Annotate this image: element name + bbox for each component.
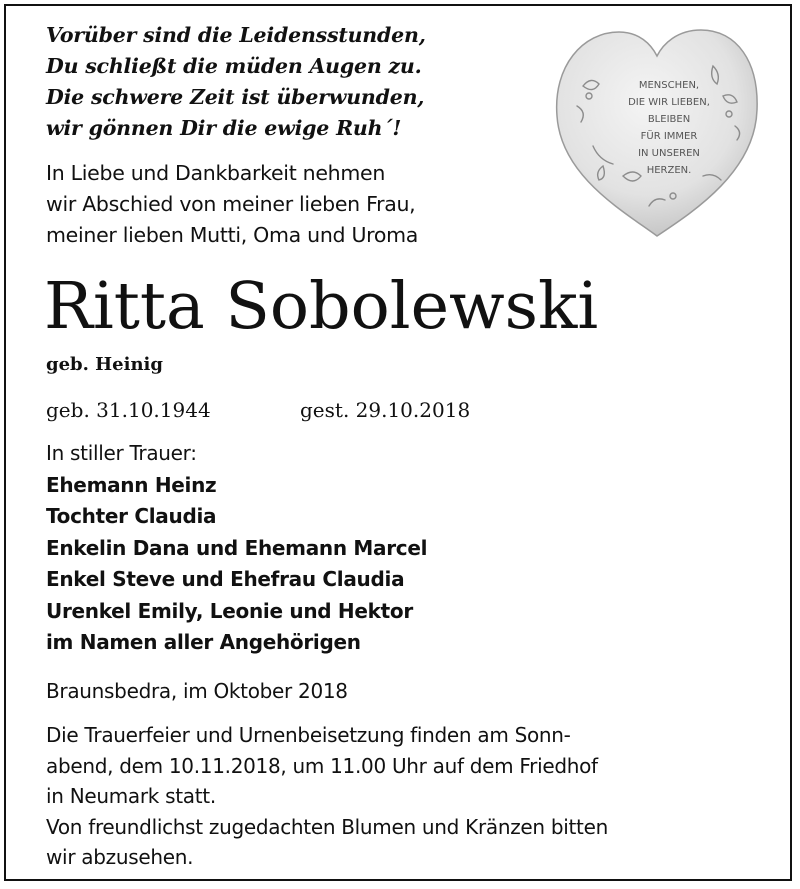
mourners-lead: In stiller Trauer: <box>46 441 197 465</box>
deceased-name: Ritta Sobolewski <box>44 269 599 344</box>
notice-line: wir abzusehen. <box>46 845 194 869</box>
mourner-name: Enkel Steve und Ehefrau Claudia <box>46 567 405 591</box>
poem-line: Du schließt die müden Augen zu. <box>46 54 422 78</box>
death-date: gest. 29.10.2018 <box>300 398 471 422</box>
mourner-name: Urenkel Emily, Leonie und Hektor <box>46 598 413 623</box>
poem-line: Vorüber sind die Leidensstunden, <box>46 23 426 47</box>
intro-line: wir Abschied von meiner lieben Frau, <box>46 192 416 216</box>
mourner-name: Tochter Claudia <box>46 504 217 528</box>
intro-line: meiner lieben Mutti, Oma und Uroma <box>46 223 419 247</box>
funeral-notice <box>46 720 766 873</box>
intro-line: In Liebe und Dankbarkeit nehmen <box>46 161 386 185</box>
poem-line: Die schwere Zeit ist überwunden, <box>46 85 425 109</box>
birth-date: geb. 31.10.1944 <box>46 398 211 422</box>
stone-inscription-line: DIE WIR LIEBEN, <box>628 97 710 108</box>
intro-text <box>46 158 536 251</box>
mourners-list <box>46 438 566 659</box>
heart-stone-image <box>553 26 761 241</box>
notice-line: in Neumark statt. <box>46 784 216 808</box>
stone-inscription-line: BLEIBEN <box>647 114 691 125</box>
stone-inscription-line: HERZEN. <box>646 165 692 176</box>
mourner-name: Ehemann Heinz <box>46 472 217 497</box>
notice-line: Von freundlichst zugedachten Blumen und Kränzen bitten <box>46 814 608 839</box>
mourner-name: im Namen aller Angehörigen <box>46 630 361 654</box>
mourner-name: Enkelin Dana und Ehemann Marcel <box>46 535 428 560</box>
notice-line: abend, dem 10.11.2018, um 11.00 Uhr auf dem Friedhof <box>46 753 598 778</box>
poem-line: wir gönnen Dir die ewige Ruh´! <box>46 116 402 140</box>
stone-inscription-line: MENSCHEN, <box>638 80 700 91</box>
place-and-date: Braunsbedra, im Oktober 2018 <box>46 679 348 703</box>
notice-line: Die Trauerfeier und Urnenbeisetzung finden am Sonn- <box>46 723 571 747</box>
stone-inscription-line: IN UNSEREN <box>638 148 700 159</box>
stone-inscription-line: FÜR IMMER <box>640 131 698 142</box>
memorial-poem <box>46 20 516 144</box>
maiden-name: geb. Heinig <box>46 354 163 375</box>
